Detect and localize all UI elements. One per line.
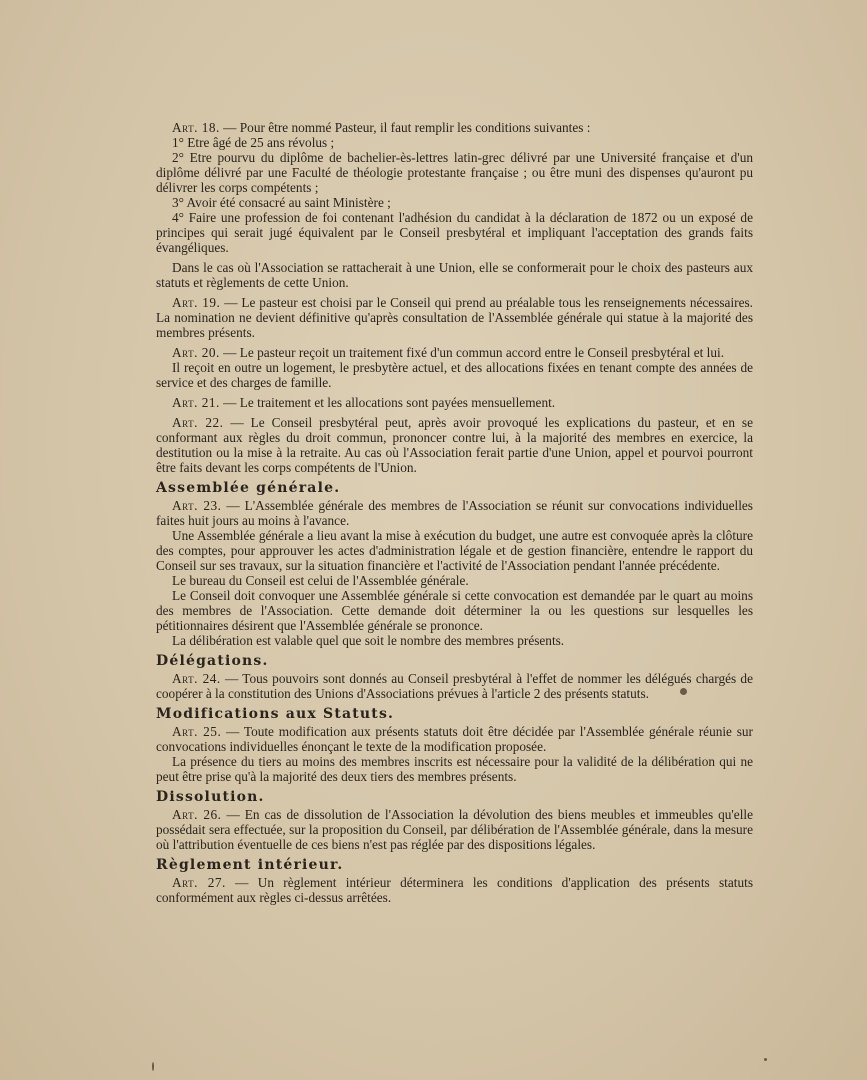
article-paragraph xyxy=(156,120,753,135)
paragraph xyxy=(156,210,753,255)
paragraph xyxy=(156,633,753,648)
paragraph-text: 2° Etre pourvu du diplôme de bachelier-ès-lettres latin-grec délivré par une Université française et d'un diplôme délivré par une Faculté de théologie protestante française ; ou être muni des dispenses qu'auront pu délivrer les corps compétents ; xyxy=(156,150,753,195)
paper-speck xyxy=(152,1062,154,1071)
paragraph xyxy=(156,195,753,210)
paragraph-text: Une Assemblée générale a lieu avant la mise à exécution du budget, une autre est convoquée après la clôture des comptes, pour approuver les actes d'administration légale et de gestion financière, entendre le rapport du Conseil sur ses travaux, sur la situation financière et l'activité de l'Association pendant l'année précédente. xyxy=(156,528,753,573)
paper-speck xyxy=(764,1058,767,1061)
paragraph-text: — L'Assemblée générale des membres de l'Association se réunit sur convocations individuelles faites huit jours au moins à l'avance. xyxy=(156,498,753,528)
paragraph-text: 3° Avoir été consacré au saint Ministère ; xyxy=(172,195,391,210)
paragraph-text: — Le pasteur est choisi par le Conseil qui prend au préalable tous les renseignements nécessaires. La nomination ne devient définitive qu'après consultation de l'Assemblée générale qui statue à la majorité des membres présents. xyxy=(156,295,753,340)
article-paragraph xyxy=(156,671,753,701)
section-heading: Assemblée générale. xyxy=(156,480,341,496)
paper-speck xyxy=(680,688,687,695)
article-label: Art. 22. xyxy=(172,415,224,430)
paragraph xyxy=(156,360,753,390)
paragraph xyxy=(156,754,753,784)
paragraph-text: — Un règlement intérieur déterminera les conditions d'application des présents statuts conformément aux règles ci-dessus arrêtées. xyxy=(156,875,753,905)
article-paragraph xyxy=(156,395,753,410)
paragraph xyxy=(156,150,753,195)
article-paragraph xyxy=(156,415,753,475)
article-label: Art. 23. xyxy=(172,498,222,513)
section-heading: Délégations. xyxy=(156,653,269,669)
section-heading: Règlement intérieur. xyxy=(156,857,344,873)
article-paragraph xyxy=(156,295,753,340)
paragraph-text: — Le traitement et les allocations sont payées mensuellement. xyxy=(219,395,556,410)
paragraph-text: Il reçoit en outre un logement, le presbytère actuel, et des allocations fixées en tenant compte des années de service et des charges de famille. xyxy=(156,360,753,390)
paragraph-text: — Toute modification aux présents statuts doit être décidée par l'Assemblée générale réunie sur convocations individuelles énonçant le texte de la modification proposée. xyxy=(156,724,753,754)
article-label: Art. 24. xyxy=(172,671,221,686)
article-paragraph xyxy=(156,724,753,754)
paragraph-text: — Le pasteur reçoit un traitement fixé d'un commun accord entre le Conseil presbytéral et lui. xyxy=(219,345,725,360)
article-paragraph xyxy=(156,498,753,528)
paragraph-text: — Pour être nommé Pasteur, il faut remplir les conditions suivantes : xyxy=(219,120,591,135)
article-label: Art. 27. xyxy=(172,875,226,890)
article-label: Art. 26. xyxy=(172,807,222,822)
statutes-text xyxy=(156,120,753,905)
paragraph-text: Le Conseil doit convoquer une Assemblée générale si cette convocation est demandée par le quart au moins des membres de l'Association. Cette demande doit déterminer la ou les questions sur lesquelles les pétitionnaires désirent que l'Assemblée générale se prononce. xyxy=(156,588,753,633)
paragraph xyxy=(156,573,753,588)
paragraph xyxy=(156,135,753,150)
paragraph xyxy=(156,528,753,573)
article-label: Art. 19. xyxy=(172,295,221,310)
paragraph-text: Dans le cas où l'Association se rattacherait à une Union, elle se conformerait pour le choix des pasteurs aux statuts et règlements de cette Union. xyxy=(156,260,753,290)
section-heading: Dissolution. xyxy=(156,789,265,805)
article-paragraph xyxy=(156,807,753,852)
article-paragraph xyxy=(156,875,753,905)
paragraph-text: Le bureau du Conseil est celui de l'Assemblée générale. xyxy=(172,573,469,588)
article-label: Art. 25. xyxy=(172,724,222,739)
paragraph-text: — Tous pouvoirs sont donnés au Conseil presbytéral à l'effet de nommer les délégués chargés de coopérer à la constitution des Unions d'Associations prévues à l'article 2 des présents statuts. xyxy=(156,671,753,701)
paragraph-text: — En cas de dissolution de l'Association la dévolution des biens meubles et immeubles qu'elle possédait sera effectuée, sur la proposition du Conseil, par délibération de l'Assemblée générale, dans la mesure où l'attribution éventuelle de ces biens n'est pas réglée par des dispositions légales. xyxy=(156,807,753,852)
article-label: Art. 21. xyxy=(172,395,220,410)
paragraph xyxy=(156,588,753,633)
paragraph-text: — Le Conseil presbytéral peut, après avoir provoqué les explications du pasteur, et en se conformant aux règles du droit commun, prononcer contre lui, à la majorité des membres en exercice, la destitution ou la mise à la retraite. Au cas où l'Association ferait partie d'une Union, appel et pourvoi pourront être faits devant les corps compétents de l'Union. xyxy=(156,415,753,475)
article-paragraph xyxy=(156,345,753,360)
article-label: Art. 18. xyxy=(172,120,220,135)
paragraph-text: 1° Etre âgé de 25 ans révolus ; xyxy=(172,135,335,150)
paragraph-text: 4° Faire une profession de foi contenant l'adhésion du candidat à la déclaration de 1872 ou un exposé de principes qui serait jugé équivalent par le Conseil presbytéral et impliquant l'acceptation des grands faits évangéliques. xyxy=(156,210,753,255)
paragraph xyxy=(156,260,753,290)
section-heading: Modifications aux Statuts. xyxy=(156,706,395,722)
paragraph-text: La présence du tiers au moins des membres inscrits est nécessaire pour la validité de la délibération qui ne peut être prise qu'à la majorité des deux tiers des membres présents. xyxy=(156,754,753,784)
article-label: Art. 20. xyxy=(172,345,220,360)
paragraph-text: La délibération est valable quel que soit le nombre des membres présents. xyxy=(172,633,565,648)
